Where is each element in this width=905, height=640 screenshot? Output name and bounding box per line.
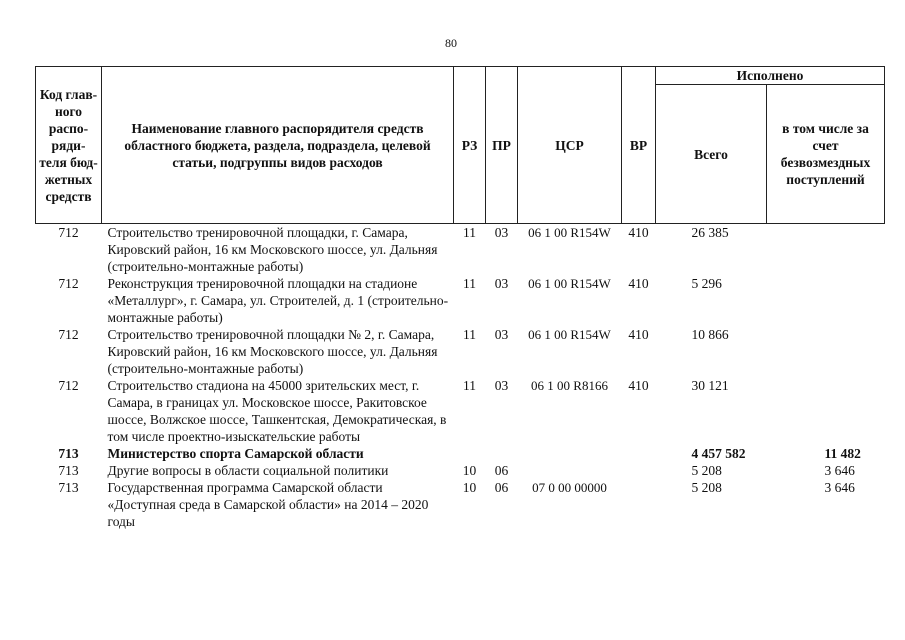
cell-csr: 06 1 00 R8166 (531, 378, 608, 393)
cell-name: Другие вопросы в области социальной политики (107, 463, 389, 478)
cell-total: 10 866 (691, 327, 729, 342)
cell-name: Строительство стадиона на 45000 зрительских мест, г. Самара, в границах ул. Московское шоссе, Ракитовское шоссе, Волжское шоссе, Ташкентская, Демократическая, в том числе проектно-изыскательские работы (107, 378, 447, 444)
cell-csr: 06 1 00 R154W (528, 327, 611, 342)
cell-free (767, 224, 885, 276)
cell-name: Государственная программа Самарской области «Доступная среда в Самарской области» на 2014 – 2020 годы (107, 480, 429, 529)
cell-csr (518, 462, 622, 479)
header-rz: РЗ (454, 67, 486, 224)
cell-pr: 03 (494, 378, 509, 393)
cell-vr: 410 (628, 327, 649, 342)
cell-free (767, 377, 885, 445)
table-body (36, 224, 885, 531)
cell-name: Реконструкция тренировочной площадки на стадионе «Металлург», г. Самара, ул. Строителей, д. 1 (строительно-монтажные работы) (107, 276, 449, 325)
cell-pr: 03 (494, 327, 509, 342)
header-pr: ПР (486, 67, 518, 224)
cell-pr (486, 445, 518, 462)
cell-csr: 06 1 00 R154W (528, 276, 611, 291)
cell-name: Строительство тренировочной площадки, г. Самара, Кировский район, 16 км Московского шоссе, ул. Дальняя (строительно-монтажные работы) (107, 225, 438, 274)
cell-code: 713 (58, 480, 79, 495)
header-csr: ЦСР (518, 67, 622, 224)
cell-rz: 10 (462, 480, 477, 495)
cell-total: 5 208 (691, 463, 722, 478)
table-row (36, 445, 885, 462)
page-number: 80 (445, 36, 457, 50)
header-name: Наименование главного распорядителя средств областного бюджета, раздела, подраздела, целевой статьи, подгруппы видов расходов (102, 67, 454, 224)
cell-total: 5 296 (691, 276, 722, 291)
cell-vr: 410 (628, 378, 649, 393)
header-executed: Исполнено (656, 67, 885, 85)
cell-rz: 11 (463, 327, 476, 342)
cell-rz: 11 (463, 276, 476, 291)
cell-csr: 06 1 00 R154W (528, 225, 611, 240)
table-header (36, 67, 885, 224)
cell-code: 712 (58, 225, 79, 240)
budget-table (35, 66, 885, 530)
cell-vr: 410 (628, 276, 649, 291)
table-row (36, 462, 885, 479)
cell-vr (622, 445, 656, 462)
cell-total: 26 385 (691, 225, 729, 240)
table-row (36, 377, 885, 445)
header-vr: ВР (622, 67, 656, 224)
cell-pr: 06 (494, 463, 509, 478)
cell-rz: 11 (463, 378, 476, 393)
header-code: Код глав-ного распо-ряди-теля бюд-жетных средств (36, 67, 102, 224)
cell-total: 5 208 (691, 480, 722, 495)
cell-csr: 07 0 00 00000 (532, 480, 607, 495)
header-free: в том числе за счет безвозмездных поступлений (767, 85, 885, 224)
cell-code: 712 (58, 276, 79, 291)
cell-pr: 03 (494, 276, 509, 291)
cell-code: 713 (58, 463, 79, 478)
cell-pr: 03 (494, 225, 509, 240)
table-row (36, 479, 885, 530)
cell-free: 3 646 (824, 480, 855, 495)
table-row (36, 224, 885, 276)
cell-code: 712 (58, 327, 79, 342)
cell-csr (518, 445, 622, 462)
cell-vr (622, 479, 656, 530)
cell-rz: 11 (463, 225, 476, 240)
cell-free: 11 482 (824, 446, 861, 461)
cell-rz (454, 445, 486, 462)
cell-free (767, 326, 885, 377)
cell-rz: 10 (462, 463, 477, 478)
cell-name: Министерство спорта Самарской области (107, 446, 364, 461)
table-row (36, 326, 885, 377)
cell-total: 4 457 582 (691, 446, 746, 461)
cell-total: 30 121 (691, 378, 729, 393)
cell-code: 713 (58, 446, 79, 461)
cell-name: Строительство тренировочной площадки № 2, г. Самара, Кировский район, 16 км Московского шоссе, ул. Дальняя (строительно-монтажные работы) (107, 327, 438, 376)
header-total: Всего (656, 85, 767, 224)
cell-pr: 06 (494, 480, 509, 495)
cell-vr (622, 462, 656, 479)
table-row (36, 275, 885, 326)
cell-free (767, 275, 885, 326)
cell-code: 712 (58, 378, 79, 393)
cell-free: 3 646 (824, 463, 855, 478)
cell-vr: 410 (628, 225, 649, 240)
